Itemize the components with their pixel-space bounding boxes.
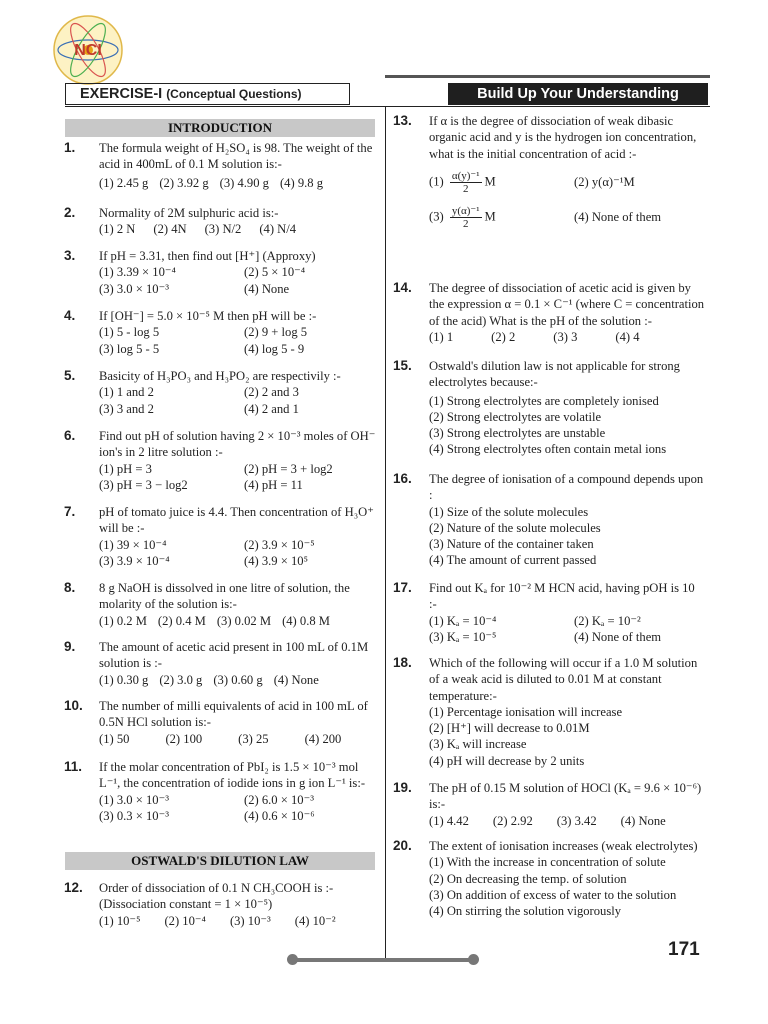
option: (3) 3 and 2 xyxy=(99,401,154,416)
option: (4) 3.9 × 10⁵ xyxy=(244,553,308,568)
question-number: 7. xyxy=(64,504,76,519)
question-number: 18. xyxy=(393,655,412,670)
option: (4) 10⁻² xyxy=(294,913,336,928)
option: (2) 10⁻⁴ xyxy=(164,913,206,928)
question-number: 6. xyxy=(64,428,76,443)
footer-dot-right xyxy=(468,954,479,965)
option: (4) None xyxy=(620,813,666,828)
option: (4) None of them xyxy=(574,210,662,225)
option: (2) 6.0 × 10⁻³ xyxy=(244,792,314,807)
option: (2) 0.4 M xyxy=(157,613,206,628)
question-text: The formula weight of H₂SO₄ is 98. The weight of the acid in 400mL of 0.1 M solution is:- xyxy=(99,141,373,172)
option: (3) Nature of the container taken xyxy=(429,537,594,552)
question-text: Order of dissociation of 0.1 N CH₃COOH is :- (Dissociation constant = 1 × 10⁻⁵) xyxy=(99,881,334,912)
footer-rule xyxy=(292,958,474,962)
question-number: 14. xyxy=(393,280,412,295)
question-text: If pH = 3.31, then find out [H⁺] (Approxy) xyxy=(99,249,316,263)
option: (2) 3.9 × 10⁻⁵ xyxy=(244,537,315,552)
section-banner: Build Up Your Understanding xyxy=(448,83,708,105)
question-number: 20. xyxy=(393,838,412,853)
option: (4) None of them xyxy=(574,629,662,644)
question-text: Find out pH of solution having 2 × 10⁻³ moles of OH⁻ ion's in 2 litre solution :- xyxy=(99,429,376,460)
option: (1) xyxy=(429,174,444,189)
option: (3) 0.3 × 10⁻³ xyxy=(99,808,169,823)
exercise-subtitle: (Conceptual Questions) xyxy=(166,87,302,101)
option: (4) 0.6 × 10⁻⁶ xyxy=(244,808,315,823)
publisher-logo xyxy=(52,14,124,86)
option: (4) log 5 - 9 xyxy=(244,341,305,356)
question-number: 3. xyxy=(64,248,76,263)
option: (1) 1 and 2 xyxy=(99,385,154,400)
question-text: pH of tomato juice is 4.4. Then concentration of H₃O⁺ will be :- xyxy=(99,505,374,536)
option: (2) 2.92 xyxy=(492,813,533,828)
option: (4) None xyxy=(273,672,319,687)
option: (4) Strong electrolytes often contain metal ions xyxy=(429,442,667,457)
question-number: 4. xyxy=(64,308,76,323)
option: (1) Percentage ionisation will increase xyxy=(429,704,623,719)
option: (2) [H⁺] will decrease to 0.01M xyxy=(429,721,590,736)
option: (3) log 5 - 5 xyxy=(99,341,160,356)
option: (2) pH = 3 + log2 xyxy=(244,461,333,476)
option: (2) 2 xyxy=(491,329,516,344)
option: (1) 10⁻⁵ xyxy=(99,913,141,928)
page-number: 171 xyxy=(668,939,700,960)
option: (1) 1 xyxy=(429,329,454,344)
question-text: Find out Kₐ for 10⁻² M HCN acid, having pOH is 10 :- xyxy=(429,581,695,612)
option: (1) 5 - log 5 xyxy=(99,325,160,340)
option: (2) 100 xyxy=(165,731,203,746)
question-number: 8. xyxy=(64,580,76,595)
option: (3) 3.42 xyxy=(556,813,597,828)
option: (1) 2 N xyxy=(99,222,136,237)
option: (4) On stirring the solution vigorously xyxy=(429,904,622,919)
option: (2) Strong electrolytes are volatile xyxy=(429,409,602,424)
option: (4) 0.8 M xyxy=(282,613,330,628)
question-text: The degree of dissociation of acetic acid is given by the expression α = 0.1 × C⁻¹ (where C = concentration of the acid) What is the pH of the solution :- xyxy=(429,281,705,328)
option: (2) 2 and 3 xyxy=(244,385,299,400)
option: (2) Nature of the solute molecules xyxy=(429,520,601,535)
question-text: Basicity of H₃PO₃ and H₃PO₂ are respectivily :- xyxy=(99,369,341,383)
option: (1) 2.45 g xyxy=(99,175,149,190)
option: (4) pH will decrease by 2 units xyxy=(429,753,585,768)
question-text: The extent of ionisation increases (weak electrolytes) xyxy=(429,839,698,853)
question-text: The degree of ionisation of a compound depends upon : xyxy=(429,472,704,503)
question-number: 12. xyxy=(64,880,83,895)
option: (4) 2 and 1 xyxy=(244,401,299,416)
option: (4) N/4 xyxy=(259,222,297,237)
option: (2) 3.0 g xyxy=(159,672,203,687)
option: (1) 0.30 g xyxy=(99,672,149,687)
option: (2) Kₐ = 10⁻² xyxy=(574,613,641,628)
question-number: 15. xyxy=(393,358,412,373)
question-text: The pH of 0.15 M solution of HOCl (Kₐ = 9.6 × 10⁻⁶) is:- xyxy=(429,781,702,812)
question-number: 17. xyxy=(393,580,412,595)
exercise-title: EXERCISE-I xyxy=(80,86,163,102)
option: (3) Kₐ will increase xyxy=(429,737,527,752)
question-number: 9. xyxy=(64,639,76,654)
section-introduction: INTRODUCTION xyxy=(65,119,375,137)
option: (4) 4 xyxy=(615,329,640,344)
fraction: $\frac{\text{α(y)⁻¹}}{2}$ xyxy=(451,169,480,195)
option: (1) Kₐ = 10⁻⁴ xyxy=(429,613,497,628)
option: (1) 0.2 M xyxy=(99,613,147,628)
question-number: 13. xyxy=(393,113,412,128)
footer-dot-left xyxy=(287,954,298,965)
option: (4) None xyxy=(244,281,290,296)
question-text: If [OH⁻] = 5.0 × 10⁻⁵ M then pH will be :- xyxy=(99,309,317,323)
question-text: The amount of acetic acid present in 100 mL of 0.1M solution is :- xyxy=(99,640,369,671)
question-text: The number of milli equivalents of acid in 100 mL of 0.5N HCl solution is:- xyxy=(99,699,368,730)
question-number: 2. xyxy=(64,205,76,220)
option: (3) 0.60 g xyxy=(213,672,263,687)
section-ostwald: OSTWALD'S DILUTION LAW xyxy=(65,852,375,870)
question-number: 1. xyxy=(64,140,76,155)
option: (1) 50 xyxy=(99,731,130,746)
question-number: 11. xyxy=(64,759,83,774)
question-number: 10. xyxy=(64,698,83,713)
option: (1) 4.42 xyxy=(429,813,469,828)
option: (3) On addition of excess of water to the solution xyxy=(429,887,677,902)
question-text: Normality of 2M sulphuric acid is:- xyxy=(99,206,279,220)
column-divider xyxy=(385,106,386,958)
option: (4) 200 xyxy=(304,731,342,746)
option: (3) 25 xyxy=(238,731,269,746)
question-text: 8 g NaOH is dissolved in one litre of solution, the molarity of the solution is:- xyxy=(99,581,350,612)
option: (3) 3 xyxy=(553,329,578,344)
option: (3) xyxy=(429,209,444,224)
option: (1) Strong electrolytes are completely ionised xyxy=(429,393,659,408)
question-number: 19. xyxy=(393,780,412,795)
option: (1) 39 × 10⁻⁴ xyxy=(99,537,167,552)
question-number: 5. xyxy=(64,368,76,383)
question-text: Which of the following will occur if a 1.0 M solution of a weak acid is diluted to 0.01 M at constant temperature:- xyxy=(429,656,698,703)
option: (3) 4.90 g xyxy=(219,175,269,190)
question-text: If the molar concentration of PbI₂ is 1.5 × 10⁻³ mol L⁻¹, the concentration of iodide ions in g ion L⁻¹ is:- xyxy=(99,760,366,791)
question-text: Ostwald's dilution law is not applicable for strong electrolytes because:- xyxy=(429,359,680,390)
option: (2) 4N xyxy=(153,222,187,237)
option: (3) 3.9 × 10⁻⁴ xyxy=(99,553,170,568)
option: (4) The amount of current passed xyxy=(429,553,597,568)
option: (2) On decreasing the temp. of solution xyxy=(429,871,627,886)
option: (3) 0.02 M xyxy=(216,613,272,628)
option: (3) Kₐ = 10⁻⁵ xyxy=(429,629,497,644)
option: (2) 9 + log 5 xyxy=(244,325,308,340)
option: (3) 3.0 × 10⁻³ xyxy=(99,281,169,296)
option: (3) N/2 xyxy=(204,222,242,237)
option: (3) Strong electrolytes are unstable xyxy=(429,426,606,441)
question-text: If α is the degree of dissociation of weak dibasic organic acid and y is the hydrogen ion concentration, what is the initial concentration of acid :- xyxy=(429,114,697,161)
header-rule xyxy=(65,106,710,107)
exercise-header xyxy=(65,83,350,105)
option: (1) 3.39 × 10⁻⁴ xyxy=(99,265,176,280)
option: (1) With the increase in concentration of solute xyxy=(429,855,666,870)
logo-text: NCI xyxy=(74,42,102,59)
option: (3) pH = 3 − log2 xyxy=(99,477,188,492)
option: (1) pH = 3 xyxy=(99,461,152,476)
top-rule xyxy=(385,75,710,78)
option: (4) pH = 11 xyxy=(244,477,303,492)
option: (2) 3.92 g xyxy=(159,175,209,190)
option: (1) Size of the solute molecules xyxy=(429,504,589,519)
option: (4) 9.8 g xyxy=(279,175,324,190)
option: (2) 5 × 10⁻⁴ xyxy=(244,265,306,280)
fraction: $\frac{\text{y(α)⁻¹}}{2}$ xyxy=(451,204,480,230)
option: (1) 3.0 × 10⁻³ xyxy=(99,792,169,807)
question-number: 16. xyxy=(393,471,412,486)
option: (3) 10⁻³ xyxy=(229,913,271,928)
option: (2) y(α)⁻¹M xyxy=(574,175,635,190)
